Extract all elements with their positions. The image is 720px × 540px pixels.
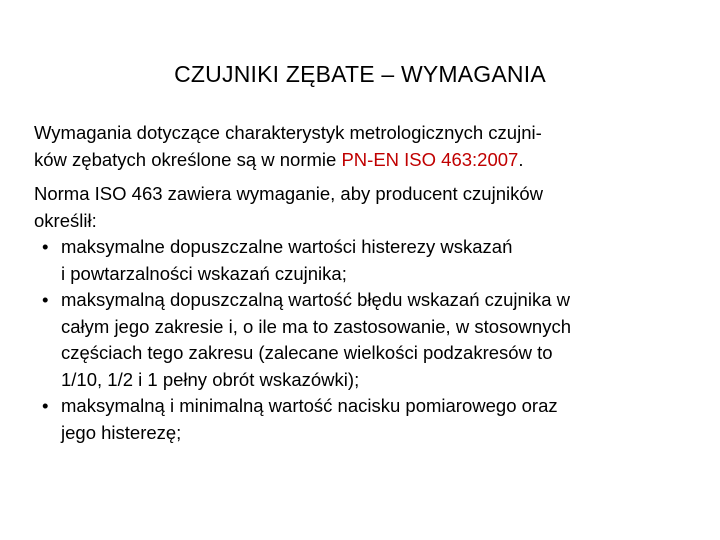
intro-line-2-end: .: [518, 148, 524, 170]
list-item-line: jego histerezę;: [61, 421, 182, 443]
requirements-list: [34, 234, 694, 446]
list-item-line: i powtarzalności wskazań czujnika;: [61, 262, 347, 284]
list-item-line: maksymalną dopuszczalną wartość błędu wskazań czujnika w: [61, 289, 570, 310]
list-item: [34, 393, 694, 446]
norm-line-2: określił:: [34, 209, 97, 231]
norm-line-1: Norma ISO 463 zawiera wymaganie, aby producent czujników: [34, 183, 543, 204]
list-item: [34, 234, 694, 287]
standard-reference: PN-EN ISO 463:2007: [341, 148, 519, 170]
intro-line-1: Wymagania dotyczące charakterystyk metrologicznych czujni-: [34, 122, 542, 143]
list-item-line: maksymalne dopuszczalne wartości histerezy wskazań: [61, 236, 513, 257]
intro-paragraph: [34, 120, 694, 173]
intro-line-2: [34, 147, 694, 174]
list-item: [34, 287, 694, 393]
bullet-icon: •: [42, 395, 49, 416]
bullet-icon: •: [42, 236, 49, 257]
intro-line-2-text: ków zębatych określone są w normie: [34, 148, 342, 170]
list-item-line: maksymalną i minimalną wartość nacisku pomiarowego oraz: [61, 395, 558, 416]
norm-paragraph: [34, 181, 694, 446]
slide-title: CZUJNIKI ZĘBATE – WYMAGANIA: [174, 61, 546, 87]
list-item-line: częściach tego zakresu (zalecane wielkości podzakresów to: [61, 342, 553, 363]
bullet-icon: •: [42, 289, 49, 310]
slide-content: [34, 120, 694, 454]
list-item-line: 1/10, 1/2 i 1 pełny obrót wskazówki);: [61, 368, 360, 390]
list-item-line: całym jego zakresie i, o ile ma to zastosowanie, w stosownych: [61, 315, 571, 337]
